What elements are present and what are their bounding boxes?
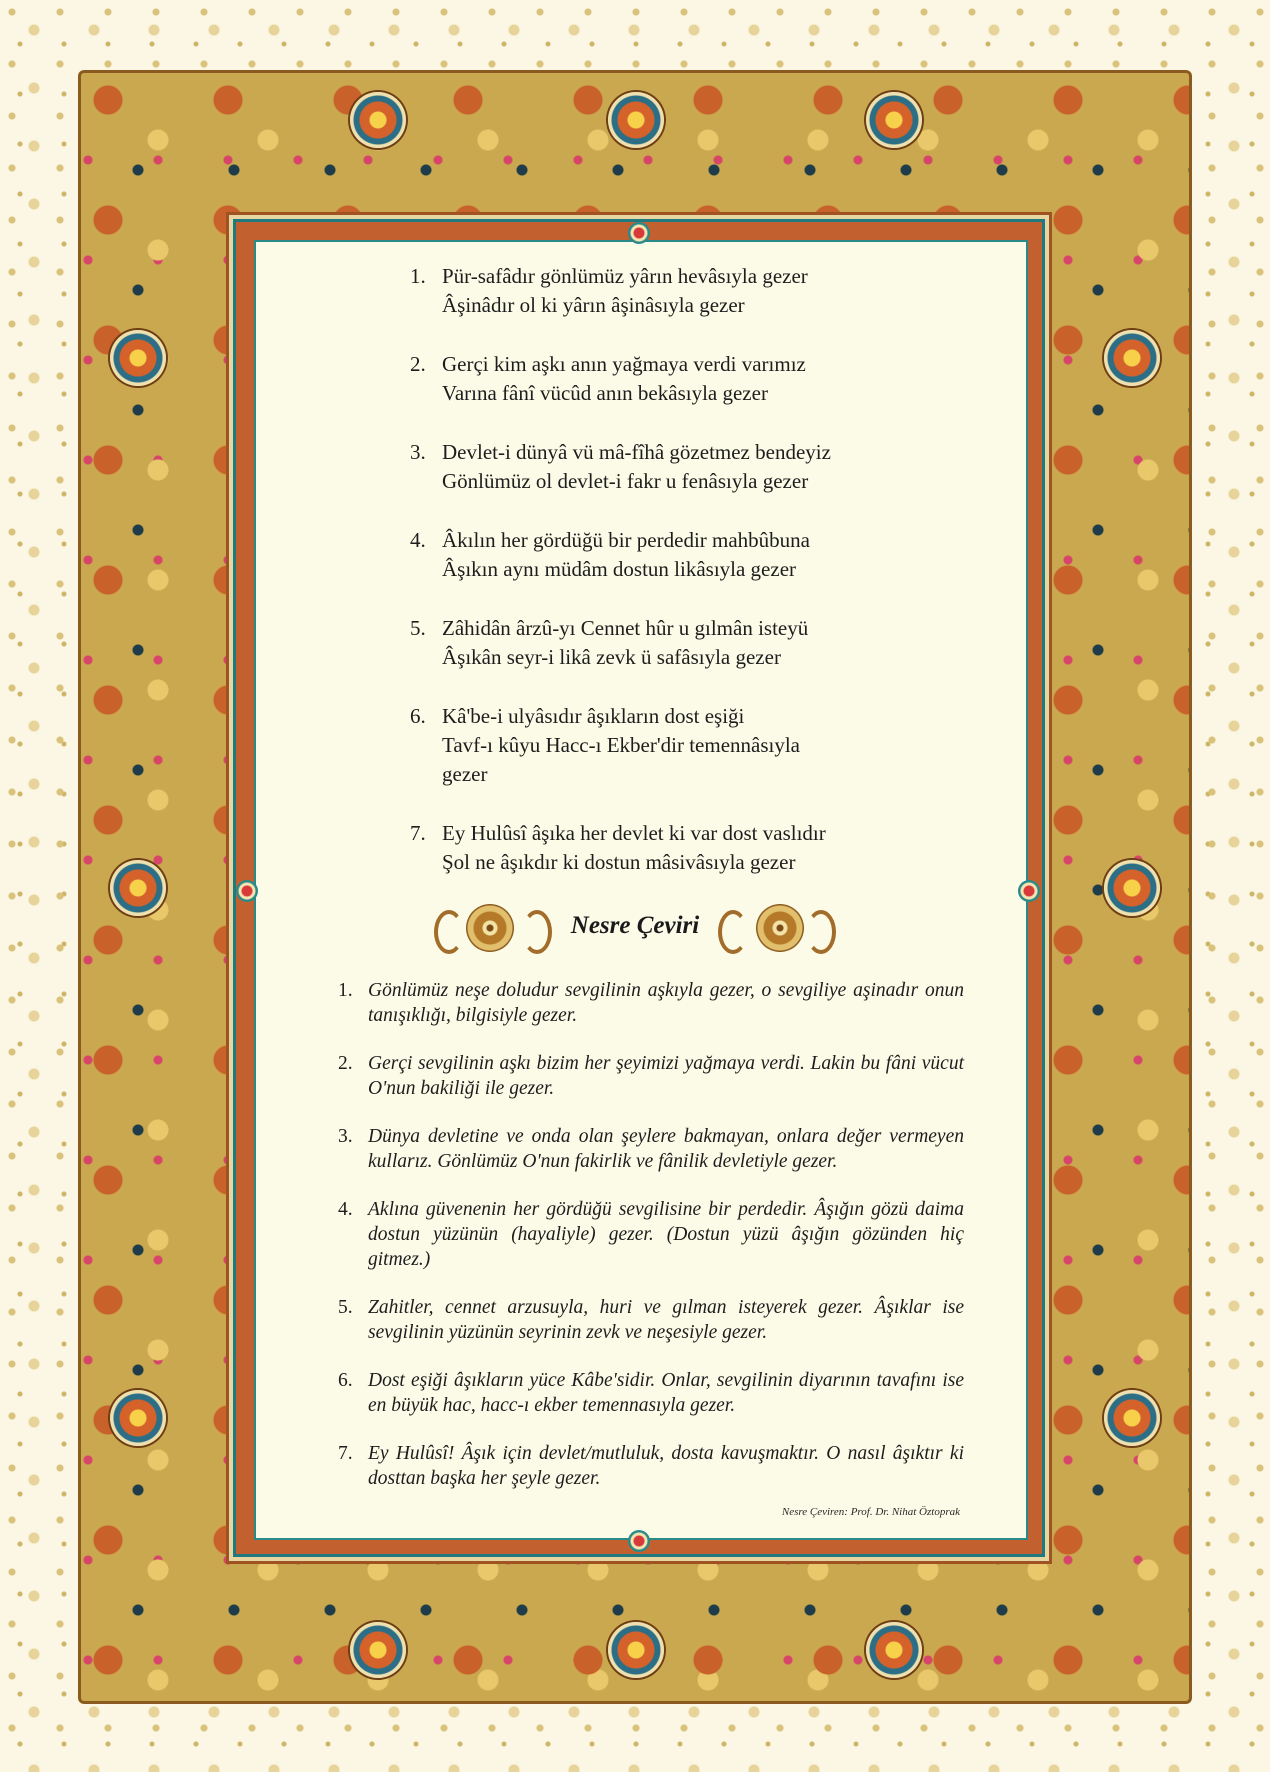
poem-line: Zâhidân ârzû-yı Cennet hûr u gılmân isteyü — [442, 616, 809, 640]
translator-credit: Nesre Çeviren: Prof. Dr. Nihat Öztoprak — [781, 1506, 960, 1518]
prose-text: Dünya devletine ve onda olan şeylere bakmayan, onlara değer vermeyen kullarız. Gönlümüz O'nun fakirlik ve fânilik devletiyle gezer. — [368, 1126, 964, 1172]
prose-translation — [338, 978, 964, 1514]
prose-item — [338, 1124, 964, 1174]
prose-item — [338, 1295, 964, 1345]
poem-stanza — [410, 262, 910, 320]
rosette-icon — [756, 904, 804, 952]
prose-item — [338, 978, 964, 1028]
poem-line: Kâ'be-i ulyâsıdır âşıkların dost eşiği — [442, 704, 745, 728]
border-medallion-icon — [110, 330, 166, 386]
stanza-number: 1. — [410, 264, 426, 288]
prose-number: 5. — [338, 1297, 353, 1318]
border-medallion-icon — [866, 92, 922, 148]
prose-text: Dost eşiği âşıkların yüce Kâbe'sidir. Onlar, sevgilinin diyarının tavafını ise en büyük hac, hacc-ı ekber temennasıyla gezer. — [368, 1370, 964, 1416]
section-header — [430, 902, 840, 956]
prose-number: 2. — [338, 1053, 353, 1074]
prose-text: Aklına güvenenin her gördüğü sevgilisine bir perdedir. Âşığın gözü daima dostun yüzünün (hayaliyle) gezer. (Dostun yüzü âşığın gözünden hiç gitmez.) — [368, 1199, 964, 1270]
poem-line: Şol ne âşıkdır ki dostun mâsivâsıyla gezer — [442, 850, 796, 874]
poem-stanza — [410, 526, 910, 584]
stanza-number: 5. — [410, 616, 426, 640]
poem-line: Varına fânî vücûd anın bekâsıyla gezer — [442, 381, 768, 405]
border-medallion-icon — [1104, 860, 1160, 916]
prose-number: 3. — [338, 1126, 353, 1147]
prose-item — [338, 1368, 964, 1418]
prose-text: Gerçi sevgilinin aşkı bizim her şeyimizi yağmaya verdi. Lakin bu fâni vücut O'nun bakiliği ile gezer. — [368, 1053, 964, 1099]
poem-line: Âşıkın aynı müdâm dostun likâsıyla gezer — [442, 557, 797, 581]
prose-number: 1. — [338, 980, 353, 1001]
stanza-number: 6. — [410, 704, 426, 728]
poem-line: Âşinâdır ol ki yârın âşinâsıyla gezer — [442, 293, 745, 317]
border-medallion-icon — [350, 92, 406, 148]
poem — [410, 262, 910, 907]
stanza-number: 4. — [410, 528, 426, 552]
prose-item — [338, 1441, 964, 1491]
prose-number: 4. — [338, 1199, 353, 1220]
stanza-number: 7. — [410, 821, 426, 845]
border-medallion-icon — [608, 92, 664, 148]
scroll-ornament-icon — [806, 910, 836, 954]
poem-stanza — [410, 350, 910, 408]
poem-line: Gerçi kim aşkı anın yağmaya verdi varımız — [442, 352, 806, 376]
poem-line: Tavf-ı kûyu Hacc-ı Ekber'dir temennâsıyla — [442, 733, 801, 757]
prose-number: 7. — [338, 1443, 353, 1464]
border-medallion-icon — [608, 1622, 664, 1678]
prose-number: 6. — [338, 1370, 353, 1391]
border-medallion-icon — [1104, 330, 1160, 386]
scroll-ornament-icon — [718, 910, 748, 954]
poem-stanza — [410, 819, 910, 877]
poem-line: Pür-safâdır gönlümüz yârın hevâsıyla gezer — [442, 264, 808, 288]
prose-text: Ey Hulûsî! Âşık için devlet/mutluluk, dosta kavuşmaktır. O nasıl âşıktır ki dosttan başka her şeyle gezer. — [368, 1443, 964, 1489]
poem-line: gezer — [442, 762, 488, 786]
prose-text: Gönlümüz neşe doludur sevgilinin aşkıyla gezer, o sevgiliye aşinadır onun tanışıklığı, bilgisiyle gezer. — [368, 980, 964, 1026]
frame-knot-icon — [628, 222, 650, 244]
border-medallion-icon — [1104, 1390, 1160, 1446]
frame-knot-icon — [1018, 880, 1040, 902]
poem-stanza — [410, 702, 910, 789]
poem-stanza — [410, 438, 910, 496]
poem-line: Ey Hulûsî âşıka her devlet ki var dost vaslıdır — [442, 821, 826, 845]
prose-item — [338, 1197, 964, 1272]
border-medallion-icon — [110, 1390, 166, 1446]
section-title: Nesre Çeviri — [570, 912, 700, 939]
frame-knot-icon — [236, 880, 258, 902]
poem-line: Âkılın her gördüğü bir perdedir mahbûbuna — [442, 528, 810, 552]
poem-stanza — [410, 614, 910, 672]
prose-item — [338, 1051, 964, 1101]
border-medallion-icon — [350, 1622, 406, 1678]
stanza-number: 3. — [410, 440, 426, 464]
poem-line: Âşıkân seyr-i likâ zevk ü safâsıyla gezer — [442, 645, 781, 669]
poem-line: Gönlümüz ol devlet-i fakr u fenâsıyla gezer — [442, 469, 809, 493]
prose-text: Zahitler, cennet arzusuyla, huri ve gılman isteyerek gezer. Âşıklar ise sevgilinin yüzünün seyrinin zevk ve neşesiyle gezer. — [368, 1297, 964, 1343]
border-medallion-icon — [110, 860, 166, 916]
frame-knot-icon — [628, 1530, 650, 1552]
stanza-number: 2. — [410, 352, 426, 376]
poem-line: Devlet-i dünyâ vü mâ-fîhâ gözetmez bendeyiz — [442, 440, 831, 464]
border-medallion-icon — [866, 1622, 922, 1678]
